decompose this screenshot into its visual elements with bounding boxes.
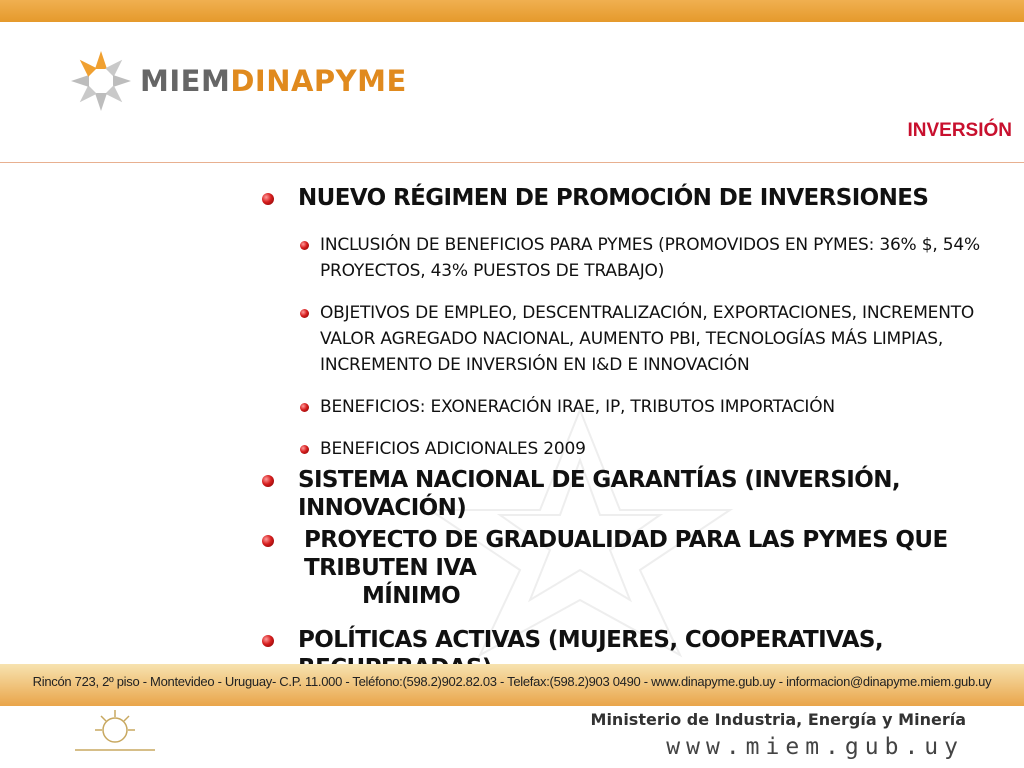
slide-content <box>260 184 1020 682</box>
bullet-sistema-garantias <box>260 466 1020 522</box>
sub-bullet-objetivos <box>260 300 1020 378</box>
logo-dinapyme: DINAPYME <box>230 64 407 98</box>
bullet-text: POLÍTICAS ACTIVAS (MUJERES, COOPERATIVAS, <box>298 627 884 653</box>
bullet-text: PROYECTO DE GRADUALIDAD PARA LAS PYMES QUE TRIBUTEN IVA <box>304 527 948 581</box>
top-orange-bar <box>0 0 1024 22</box>
bullet-icon <box>262 475 274 487</box>
sub-bullet-icon <box>300 309 309 318</box>
bullet-nuevo-regimen <box>260 184 1020 212</box>
ministry-website: www.miem.gub.uy <box>666 734 964 760</box>
sub-bullet-icon <box>300 403 309 412</box>
sub-bullet-text: OBJETIVOS DE EMPLEO, DESCENTRALIZACIÓN, EXPORTACIONES, INCREMENTO VALOR AGREGADO NACIONAL, AUMENTO PBI, TECNOLOGÍAS MÁS LIMPIAS, INCREMENTO DE INVERSIÓN EN I&D E INNOVACIÓN <box>320 303 975 375</box>
bullet-icon <box>262 193 274 205</box>
logo-wordmark <box>140 64 407 98</box>
bullet-text: NUEVO RÉGIMEN DE PROMOCIÓN DE INVERSIONES <box>298 185 929 211</box>
sub-bullet-text: BENEFICIOS ADICIONALES 2009 <box>320 439 586 459</box>
section-title: INVERSIÓN <box>907 120 1012 141</box>
sub-bullet-icon <box>300 445 309 454</box>
sub-bullet-icon <box>300 241 309 250</box>
logo-miem: MIEM <box>140 64 231 98</box>
sun-emblem-icon <box>68 48 134 114</box>
sub-bullet-text: INCLUSIÓN DE BENEFICIOS PARA PYMES (PROMOVIDOS EN PYMES: 36% $, 54% PROYECTOS, 43% PUESTOS DE TRABAJO) <box>320 235 980 281</box>
bullet-icon <box>262 535 274 547</box>
footer-address: Rincón 723, 2º piso - Montevideo - Uruguay- C.P. 11.000 - Teléfono:(598.2)902.82.03 - Telefax:(598.2)903 0490 - www.dinapyme.gub.uy - informacion@dinapyme.miem.gub.uy <box>32 674 992 689</box>
bullet-icon <box>262 635 274 647</box>
sub-bullet-adicionales <box>260 436 1020 462</box>
bullet-text: SISTEMA NACIONAL DE GARANTÍAS (INVERSIÓN, INNOVACIÓN) <box>298 467 901 521</box>
ministry-name: Ministerio de Industria, Energía y Minería <box>590 710 966 729</box>
uruguay-shield-icon <box>70 706 160 756</box>
header-divider <box>0 162 1024 163</box>
miem-dinapyme-logo <box>68 48 407 114</box>
sub-bullet-beneficios <box>260 394 1020 420</box>
bullet-text-continuation: MÍNIMO <box>362 583 461 609</box>
sub-bullet-inclusion <box>260 232 1020 284</box>
sub-bullet-text: BENEFICIOS: EXONERACIÓN IRAE, IP, TRIBUTOS IMPORTACIÓN <box>320 397 835 417</box>
bullet-gradualidad <box>260 526 1020 610</box>
